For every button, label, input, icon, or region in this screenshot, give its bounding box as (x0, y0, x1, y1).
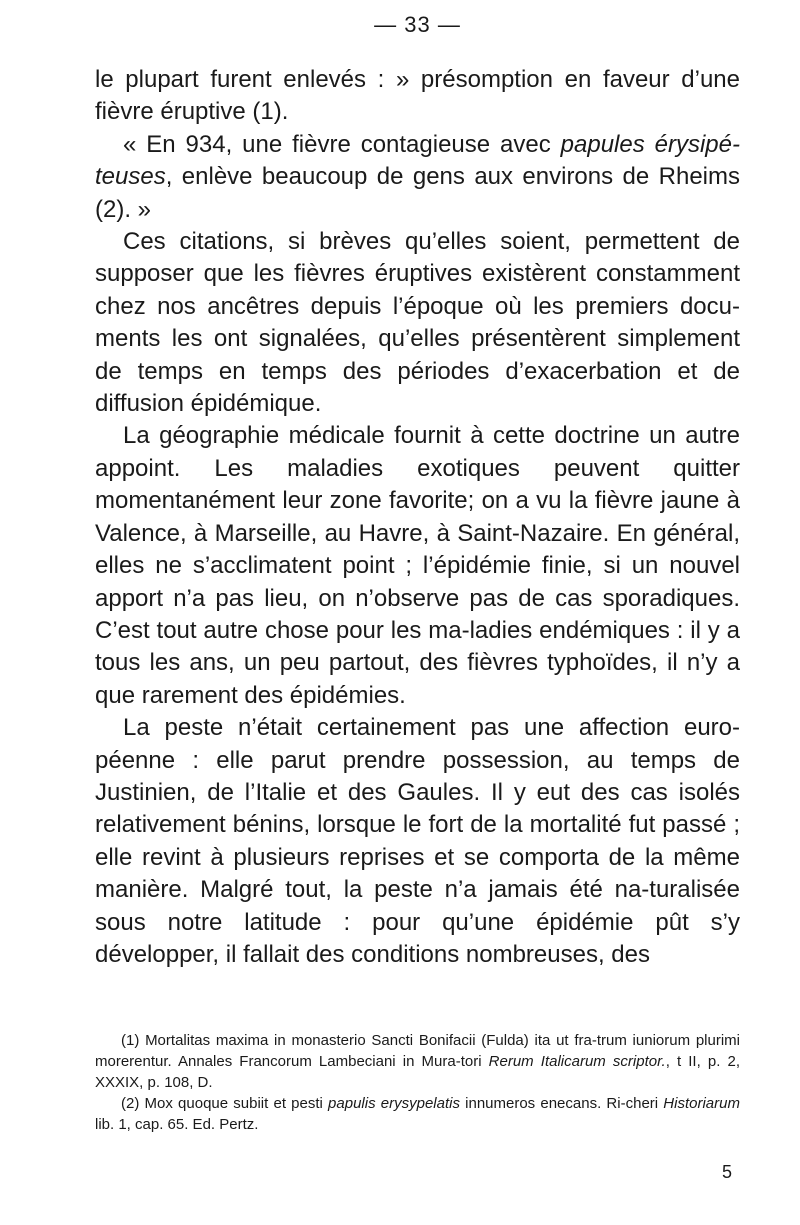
footnote-1-text-b: , t II, p. 2, XXXIX, p. 108, D. (95, 1053, 740, 1091)
paragraph-3-text: Ces citations, si brèves qu’elles soient, permettent de supposer que les fièvres éruptives existèrent constamment chez nos ancêtres depuis l’époque où les premiers docu-ments les ont signalées, qu’elles présentèrent simplement de temps en temps des périodes d’exacerbation et de diffusion épidémique. (95, 228, 740, 418)
paragraph-2-text-a: « En 934, une fièvre contagieuse avec (123, 130, 561, 158)
signature-mark: 5 (721, 1162, 732, 1182)
paragraph-2-text-b: , enlève beaucoup de gens aux environs de Rheims (2). » (95, 163, 740, 223)
footnote-2-italic-a: papulis erysypelatis (328, 1095, 460, 1112)
paragraph-4-text: La géographie médicale fournit à cette doctrine un autre appoint. Les maladies exotiques peuvent quitter momentanément leur zone favorite; on a vu la fièvre jaune à Valence, à Marseille, au Havre, à Saint-Nazaire. En général, elles ne s’acclimatent point ; l’épidémie finie, si un nouvel apport n’a pas lieu, on n’observe pas de cas sporadiques. C’est tout autre chose pour les ma-ladies endémiques : il y a tous les ans, un peu partout, des fièvres typhoïdes, il n’y a que rarement des épidémies. (95, 422, 740, 709)
footnote-2 (95, 1093, 740, 1135)
body-text (95, 64, 740, 971)
footnote-1-text-a: (1) Mortalitas maxima in monasterio Sancti Bonifacii (Fulda) ita ut fra-trum iuniorum plurimi morerentur. Annales Francorum Lambeciani in Mura-tori (95, 1032, 740, 1070)
paragraph-5 (95, 712, 740, 971)
footnote-2-text-b: innumeros enecans. Ri-cheri (459, 1095, 664, 1112)
footnote-2-text-c: lib. 1, cap. 65. Ed. Pertz. (95, 1116, 259, 1133)
footnote-1 (95, 1030, 740, 1093)
paragraph-5-text: La peste n’était certainement pas une affection euro-péenne : elle parut prendre possession, au temps de Justinien, de l’Italie et des Gaules. Il y eut des cas isolés relativement bénins, lorsque le fort de la mortalité fut passé ; elle revint à plusieurs reprises et se comporta de la même manière. Malgré tout, la peste n’a jamais été na-turalisée sous notre latitude : pour qu’une épidémie pût s’y développer, il fallait des conditions nombreuses, des (95, 714, 740, 968)
footnote-2-italic-b: Historiarum (663, 1095, 740, 1112)
paragraph-2 (95, 129, 740, 226)
footnotes (95, 1030, 740, 1135)
paragraph-4 (95, 420, 740, 712)
paragraph-3 (95, 226, 740, 420)
footnote-2-text-a: (2) Mox quoque subiit et pesti (121, 1095, 329, 1112)
paragraph-1-text: le plupart furent enlevés : » présomption en faveur d’une fièvre éruptive (1). (95, 66, 740, 126)
page-number: — 33 — (374, 12, 461, 37)
paragraph-2-italic: papules érysipé-teuses (95, 130, 740, 191)
footnote-1-italic: Rerum Italicarum scriptor. (488, 1053, 666, 1070)
paragraph-1 (95, 64, 740, 129)
page (95, 0, 740, 1225)
